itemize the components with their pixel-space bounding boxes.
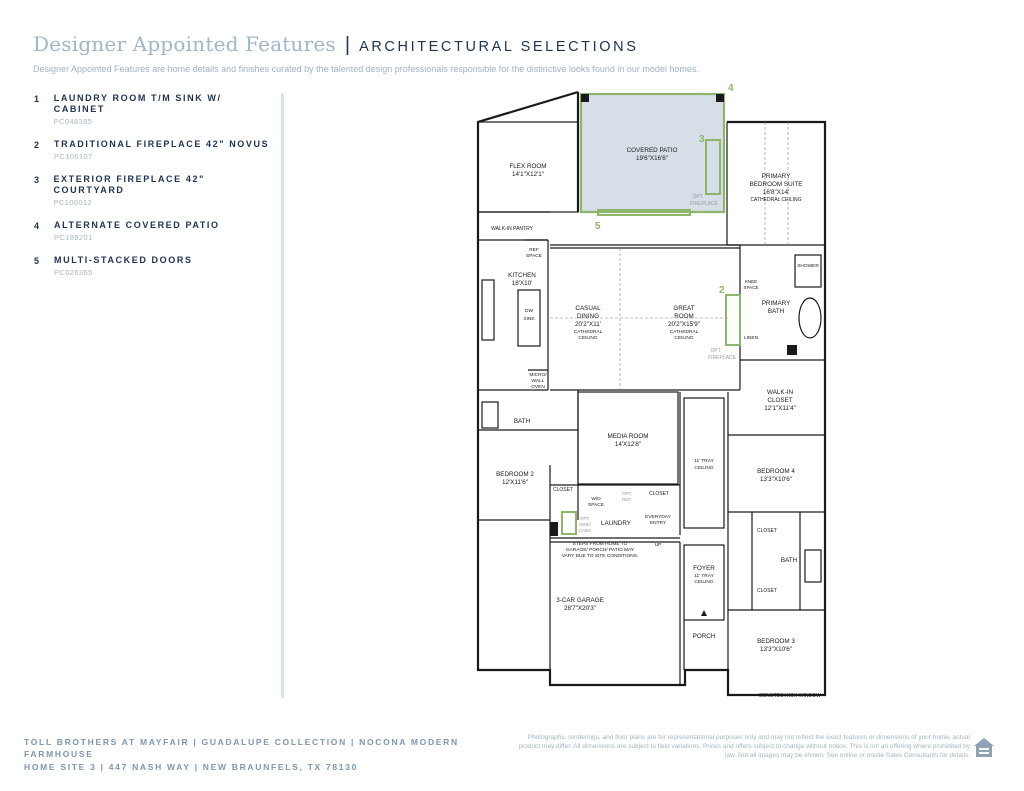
label-media-room-dim: 14'X12'8" xyxy=(614,441,642,448)
label-up: UP xyxy=(654,543,662,548)
label-casual: CASUAL xyxy=(575,305,601,312)
label-garage-dim: 28'7"X20'3" xyxy=(563,605,597,612)
label-flex-room: FLEX ROOM xyxy=(509,163,547,170)
label-everyday: EVERYDAY xyxy=(645,515,671,520)
label-closet-b4: CLOSET xyxy=(756,528,778,534)
label-primary-bath: PRIMARY xyxy=(761,300,791,307)
feature-code: PC026365 xyxy=(54,268,93,277)
feature-label: LAUNDRY ROOM T/M SINK W/ CABINET xyxy=(53,93,222,114)
black-column xyxy=(550,522,558,536)
label-tray-2: CEILING xyxy=(694,466,714,471)
feature-item xyxy=(34,139,274,161)
label-closet-b3: CLOSET xyxy=(756,588,778,594)
label-sink: SINK xyxy=(523,317,535,322)
entry-arrow-icon xyxy=(701,610,707,616)
label-ceiling: CEILING xyxy=(578,336,598,341)
label-bedroom3-dim: 13'3"X10'6" xyxy=(759,646,793,653)
label-primary-bath-2: BATH xyxy=(767,308,785,315)
label-primary-dim: 16'8"X14' xyxy=(762,189,790,196)
label-closet-l: CLOSET xyxy=(648,491,670,497)
label-walk-in-pantry: WALK-IN PANTRY xyxy=(491,226,533,232)
label-opt-fp2: OPT. xyxy=(710,348,722,354)
label-steps-1: STEPS FROM HOME TO xyxy=(572,542,628,547)
feature-item xyxy=(34,220,274,242)
label-kitchen-dim: 18'X10' xyxy=(511,280,533,287)
label-opt-fireplace: OPT. xyxy=(692,194,704,200)
label-opt-sink-2: SINK/ xyxy=(579,522,591,527)
feature-number: 5 xyxy=(34,256,40,266)
label-covered-patio-dim: 19'6"X16'6" xyxy=(635,155,669,162)
footer-community xyxy=(24,736,464,773)
label-opt-ref: OPT. xyxy=(621,491,633,496)
laundry-sink-option xyxy=(562,512,576,534)
label-cathedral-2: CATHEDRAL xyxy=(669,330,699,335)
label-foyer: FOYER xyxy=(693,565,715,572)
label-covered-patio: COVERED PATIO xyxy=(626,147,678,154)
feature-label: TRADITIONAL FIREPLACE 42" NOVUS xyxy=(54,139,270,149)
feature-label: EXTERIOR FIREPLACE 42" COURTYARD xyxy=(53,174,205,195)
label-opt-sink-3: CABS xyxy=(578,528,592,533)
label-ref: REF xyxy=(529,248,539,253)
label-opt-ref-2: REF. xyxy=(622,497,632,502)
label-wd-space: SPACE xyxy=(588,503,604,508)
label-bedroom4: BEDROOM 4 xyxy=(757,468,795,475)
shower xyxy=(795,255,821,287)
label-space: SPACE xyxy=(743,285,759,290)
traditional-fireplace-option xyxy=(726,295,740,345)
label-bedroom3: BEDROOM 3 xyxy=(757,638,795,645)
feature-item xyxy=(34,93,274,126)
label-walk-in-dim: 12'1"X11'4" xyxy=(764,405,796,412)
label-bath-2: BATH xyxy=(513,418,531,425)
marker-3: 3 xyxy=(699,134,705,145)
label-ceiling-2: CEILING xyxy=(674,336,694,341)
label-porch: PORCH xyxy=(692,633,716,640)
label-primary: PRIMARY xyxy=(761,173,791,180)
label-wd: W/D xyxy=(591,497,601,502)
label-walk-in: WALK-IN xyxy=(766,389,794,396)
patio-post xyxy=(716,94,724,102)
label-foyer-tray-2: CEILING xyxy=(694,580,714,585)
label-dining-dim: 20'2"X11' xyxy=(575,321,601,328)
footer-line-2: HOME SITE 3 | 447 NASH WAY | NEW BRAUNFELS, TX 78130 xyxy=(24,762,359,772)
marker-4: 4 xyxy=(728,83,734,94)
feature-code: PC106012 xyxy=(53,198,93,207)
label-tray: 11' TRAY xyxy=(694,459,714,464)
label-cathedral: CATHEDRAL xyxy=(573,330,603,335)
label-steps-3: VARY DUE TO SITE CONDITIONS. xyxy=(561,554,639,559)
label-laundry: LAUNDRY xyxy=(601,520,631,527)
label-garage: 3-CAR GARAGE xyxy=(556,597,604,604)
label-micro: MICRO/ xyxy=(529,373,547,378)
feature-code: PC106107 xyxy=(54,152,93,161)
marker-2: 2 xyxy=(719,285,725,296)
label-oven: OVEN xyxy=(531,385,545,390)
label-great: GREAT xyxy=(673,305,695,312)
feature-label: ALTERNATE COVERED PATIO xyxy=(54,220,220,230)
feature-number: 1 xyxy=(34,94,40,104)
bath3-tub xyxy=(805,550,821,582)
feature-code: PC048385 xyxy=(53,117,93,126)
label-high-window: DENOTES HIGH WINDOW xyxy=(759,693,821,699)
feature-item xyxy=(34,255,274,277)
bathtub xyxy=(799,298,821,338)
feature-number: 2 xyxy=(34,140,40,150)
label-knee: KNEE xyxy=(744,279,758,284)
footer-disclaimer: Photographs, renderings, and floor plans are for representational purposes only and may not reflect the exact features or dimensions of your home, actual product may differ. All dimensions are subject to field variations. Prices and offers subject to change without notice. This is not an offering where prohibited by law. Not all images may be shown. See online or onsite Sales Consultants for details. xyxy=(518,734,970,759)
title-separator: | xyxy=(344,34,351,56)
floor-plan xyxy=(470,80,850,705)
label-ref-2: SPACE xyxy=(526,254,542,259)
label-dining: DINING xyxy=(576,313,600,320)
label-primary-2: BEDROOM SUITE xyxy=(749,181,803,188)
kitchen-counter xyxy=(482,280,494,340)
black-column xyxy=(787,345,797,355)
feature-number: 4 xyxy=(34,221,40,231)
label-closet: CLOSET xyxy=(767,397,793,404)
label-opt-sink: OPT. xyxy=(579,516,591,521)
feature-list xyxy=(34,93,274,290)
label-entry: ENTRY xyxy=(649,521,667,526)
page-subtitle: Designer Appointed Features are home details and finishes curated by the talented design professionals responsible for the distinctive looks found in our model homes. xyxy=(33,64,699,74)
patio-post xyxy=(581,94,589,102)
label-opt-fp2-2: FIREPLACE xyxy=(708,355,736,361)
label-media-room: MEDIA ROOM xyxy=(607,433,649,440)
label-room: ROOM xyxy=(674,313,694,320)
page-header xyxy=(33,32,639,57)
feature-item xyxy=(34,174,274,207)
label-opt-fireplace-2: FIREPLACE xyxy=(690,201,718,207)
feature-number: 3 xyxy=(34,175,40,185)
label-kitchen: KITCHEN xyxy=(508,272,536,279)
label-great-dim: 20'2"X15'9" xyxy=(667,321,701,328)
label-bedroom4-dim: 13'3"X10'6" xyxy=(759,476,793,483)
footer-line-1: TOLL BROTHERS AT MAYFAIR | GUADALUPE COLLECTION | NOCONA MODERN FARMHOUSE xyxy=(24,737,459,759)
label-shower: SHOWER xyxy=(797,264,819,269)
feature-label: MULTI-STACKED DOORS xyxy=(54,255,193,265)
label-linen: LINEN xyxy=(743,336,759,341)
label-bath-3: BATH xyxy=(780,557,798,564)
page-title: Designer Appointed Features xyxy=(33,32,336,56)
label-flex-room-dim: 14'1"X12'1" xyxy=(511,171,545,178)
label-primary-ceiling: CATHEDRAL CEILING xyxy=(750,197,802,203)
label-steps-2: GARAGE/ PORCH/ PATIO MAY xyxy=(565,548,635,553)
divider-line xyxy=(281,93,284,698)
label-dw: DW xyxy=(525,309,533,314)
marker-5: 5 xyxy=(595,221,601,232)
label-foyer-tray: 11' TRAY xyxy=(694,574,714,579)
feature-code: PC189201 xyxy=(54,233,93,242)
label-bedroom2: BEDROOM 2 xyxy=(496,471,534,478)
equal-housing-icon xyxy=(972,736,996,760)
label-wall: WALL xyxy=(531,379,545,384)
bath2-tub xyxy=(482,402,498,428)
label-bedroom2-dim: 12'X11'6" xyxy=(502,479,528,486)
label-closet-b2: CLOSET xyxy=(552,487,574,493)
section-title: ARCHITECTURAL SELECTIONS xyxy=(359,39,639,55)
